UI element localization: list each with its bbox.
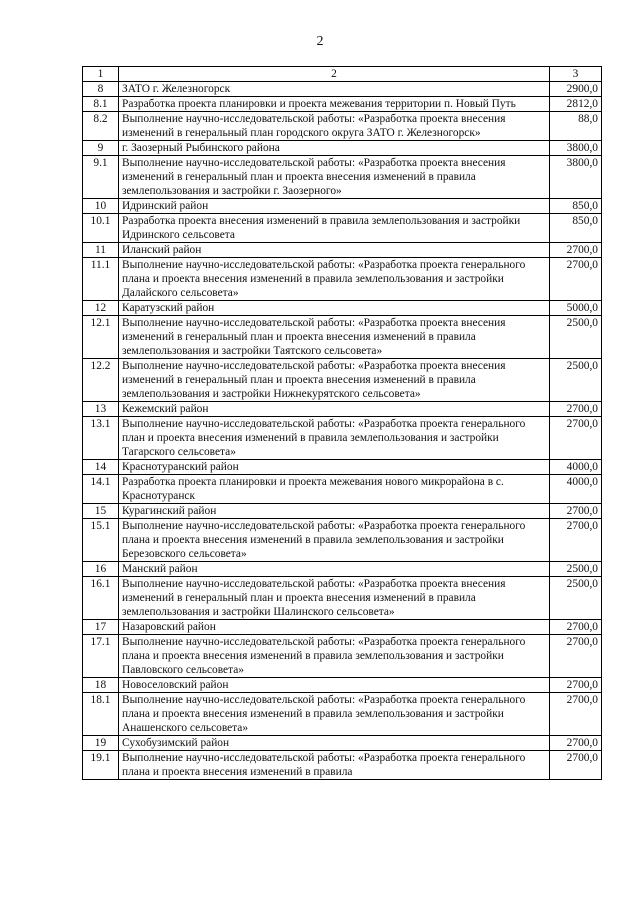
row-amount: 2700,0 xyxy=(550,635,602,678)
header-col-1: 1 xyxy=(83,67,119,82)
row-number: 8 xyxy=(83,82,119,97)
row-description: Назаровский район xyxy=(119,620,550,635)
row-description: Выполнение научно-исследовательской работы: «Разработка проекта генерального плана и проекта внесения изменений в правила землепользования и застройки Далайского сельсовета» xyxy=(119,258,550,301)
row-description: Выполнение научно-исследовательской работы: «Разработка проекта генерального плана и проекта внесения изменений в правила землепользования и застройки Березовского сельсовета» xyxy=(119,519,550,562)
row-amount: 2700,0 xyxy=(550,678,602,693)
table-body xyxy=(83,82,602,780)
row-amount: 2700,0 xyxy=(550,258,602,301)
row-amount: 2700,0 xyxy=(550,417,602,460)
header-col-3: 3 xyxy=(550,67,602,82)
district-row xyxy=(83,678,602,693)
table-row xyxy=(83,316,602,359)
district-row xyxy=(83,402,602,417)
row-description: ЗАТО г. Железногорск xyxy=(119,82,550,97)
row-description: Разработка проекта внесения изменений в правила землепользования и застройки Идринского сельсовета xyxy=(119,214,550,243)
row-number: 8.1 xyxy=(83,97,119,112)
district-row xyxy=(83,460,602,475)
row-number: 16 xyxy=(83,562,119,577)
row-description: Краснотуранский район xyxy=(119,460,550,475)
row-number: 19.1 xyxy=(83,751,119,780)
district-row xyxy=(83,620,602,635)
row-amount: 2700,0 xyxy=(550,504,602,519)
row-description: Курагинский район xyxy=(119,504,550,519)
district-row xyxy=(83,562,602,577)
district-row xyxy=(83,301,602,316)
budget-table xyxy=(82,66,602,780)
row-number: 10.1 xyxy=(83,214,119,243)
table-row xyxy=(83,519,602,562)
row-number: 10 xyxy=(83,199,119,214)
row-description: Каратузский район xyxy=(119,301,550,316)
table-header-row xyxy=(83,67,602,82)
row-amount: 88,0 xyxy=(550,112,602,141)
row-number: 16.1 xyxy=(83,577,119,620)
row-number: 9.1 xyxy=(83,156,119,199)
row-amount: 3800,0 xyxy=(550,156,602,199)
row-amount: 2500,0 xyxy=(550,562,602,577)
row-number: 12.2 xyxy=(83,359,119,402)
row-amount: 2500,0 xyxy=(550,577,602,620)
row-number: 8.2 xyxy=(83,112,119,141)
district-row xyxy=(83,736,602,751)
header-col-2: 2 xyxy=(119,67,550,82)
row-amount: 2900,0 xyxy=(550,82,602,97)
row-number: 13 xyxy=(83,402,119,417)
table-row xyxy=(83,577,602,620)
row-number: 19 xyxy=(83,736,119,751)
row-amount: 4000,0 xyxy=(550,475,602,504)
district-row xyxy=(83,82,602,97)
row-description: Разработка проекта планировки и проекта межевания нового микрорайона в с. Краснотуранск xyxy=(119,475,550,504)
row-amount: 2812,0 xyxy=(550,97,602,112)
row-number: 13.1 xyxy=(83,417,119,460)
row-description: Иланский район xyxy=(119,243,550,258)
row-number: 14 xyxy=(83,460,119,475)
row-number: 11 xyxy=(83,243,119,258)
row-amount: 3800,0 xyxy=(550,141,602,156)
row-description: Выполнение научно-исследовательской работы: «Разработка проекта внесения изменений в генеральный план и проекта внесения изменений в правила землепользования и застройки Нижнекурятского сельсовета» xyxy=(119,359,550,402)
row-description: Кежемский район xyxy=(119,402,550,417)
row-number: 18.1 xyxy=(83,693,119,736)
row-amount: 2700,0 xyxy=(550,736,602,751)
row-amount: 2700,0 xyxy=(550,243,602,258)
row-description: Выполнение научно-исследовательской работы: «Разработка проекта генерального плана и проекта внесения изменений в правила землепользования и застройки Анашенского сельсовета» xyxy=(119,693,550,736)
table-row xyxy=(83,258,602,301)
row-number: 17 xyxy=(83,620,119,635)
district-row xyxy=(83,141,602,156)
row-number: 17.1 xyxy=(83,635,119,678)
row-description: Выполнение научно-исследовательской работы: «Разработка проекта генерального план и проекта внесения изменений в правила землепользования и застройки Тагарского сельсовета» xyxy=(119,417,550,460)
row-description: Сухобузимский район xyxy=(119,736,550,751)
table-row xyxy=(83,693,602,736)
row-amount: 2700,0 xyxy=(550,751,602,780)
row-number: 18 xyxy=(83,678,119,693)
district-row xyxy=(83,504,602,519)
row-description: Выполнение научно-исследовательской работы: «Разработка проекта генерального плана и проекта внесения изменений в правила xyxy=(119,751,550,780)
row-amount: 2500,0 xyxy=(550,359,602,402)
row-amount: 2500,0 xyxy=(550,316,602,359)
row-number: 12 xyxy=(83,301,119,316)
row-number: 9 xyxy=(83,141,119,156)
table-row xyxy=(83,359,602,402)
row-amount: 2700,0 xyxy=(550,620,602,635)
row-description: Выполнение научно-исследовательской работы: «Разработка проекта внесения изменений в генеральный план и проекта внесения изменений в правила землепользования и застройки г. Заозерного» xyxy=(119,156,550,199)
table-row xyxy=(83,475,602,504)
row-amount: 2700,0 xyxy=(550,693,602,736)
table-row xyxy=(83,214,602,243)
row-number: 12.1 xyxy=(83,316,119,359)
row-number: 15 xyxy=(83,504,119,519)
row-description: Идринский район xyxy=(119,199,550,214)
row-amount: 2700,0 xyxy=(550,519,602,562)
row-number: 15.1 xyxy=(83,519,119,562)
row-amount: 2700,0 xyxy=(550,402,602,417)
table-row xyxy=(83,156,602,199)
row-amount: 4000,0 xyxy=(550,460,602,475)
row-number: 14.1 xyxy=(83,475,119,504)
row-description: Выполнение научно-исследовательской работы: «Разработка проекта внесения изменений в генеральный план и проекта внесения изменений в правила землепользования и застройки Таятского сельсовета» xyxy=(119,316,550,359)
district-row xyxy=(83,199,602,214)
row-description: г. Заозерный Рыбинского района xyxy=(119,141,550,156)
page-number: 2 xyxy=(316,34,324,49)
table-row xyxy=(83,97,602,112)
table-row xyxy=(83,751,602,780)
district-row xyxy=(83,243,602,258)
row-amount: 850,0 xyxy=(550,214,602,243)
row-description: Манский район xyxy=(119,562,550,577)
row-description: Новоселовский район xyxy=(119,678,550,693)
row-description: Выполнение научно-исследовательской работы: «Разработка проекта внесения изменений в генеральный план городского округа ЗАТО г. Железногорск» xyxy=(119,112,550,141)
table-row xyxy=(83,112,602,141)
row-description: Выполнение научно-исследовательской работы: «Разработка проекта внесения изменений в генеральный план и проекта внесения изменений в правила землепользования и застройки Шалинского сельсовета» xyxy=(119,577,550,620)
table-row xyxy=(83,635,602,678)
row-amount: 5000,0 xyxy=(550,301,602,316)
row-description: Выполнение научно-исследовательской работы: «Разработка проекта генерального плана и проекта внесения изменений в правила землепользования и застройки Павловского сельсовета» xyxy=(119,635,550,678)
row-number: 11.1 xyxy=(83,258,119,301)
table-row xyxy=(83,417,602,460)
row-amount: 850,0 xyxy=(550,199,602,214)
row-description: Разработка проекта планировки и проекта межевания территории п. Новый Путь xyxy=(119,97,550,112)
